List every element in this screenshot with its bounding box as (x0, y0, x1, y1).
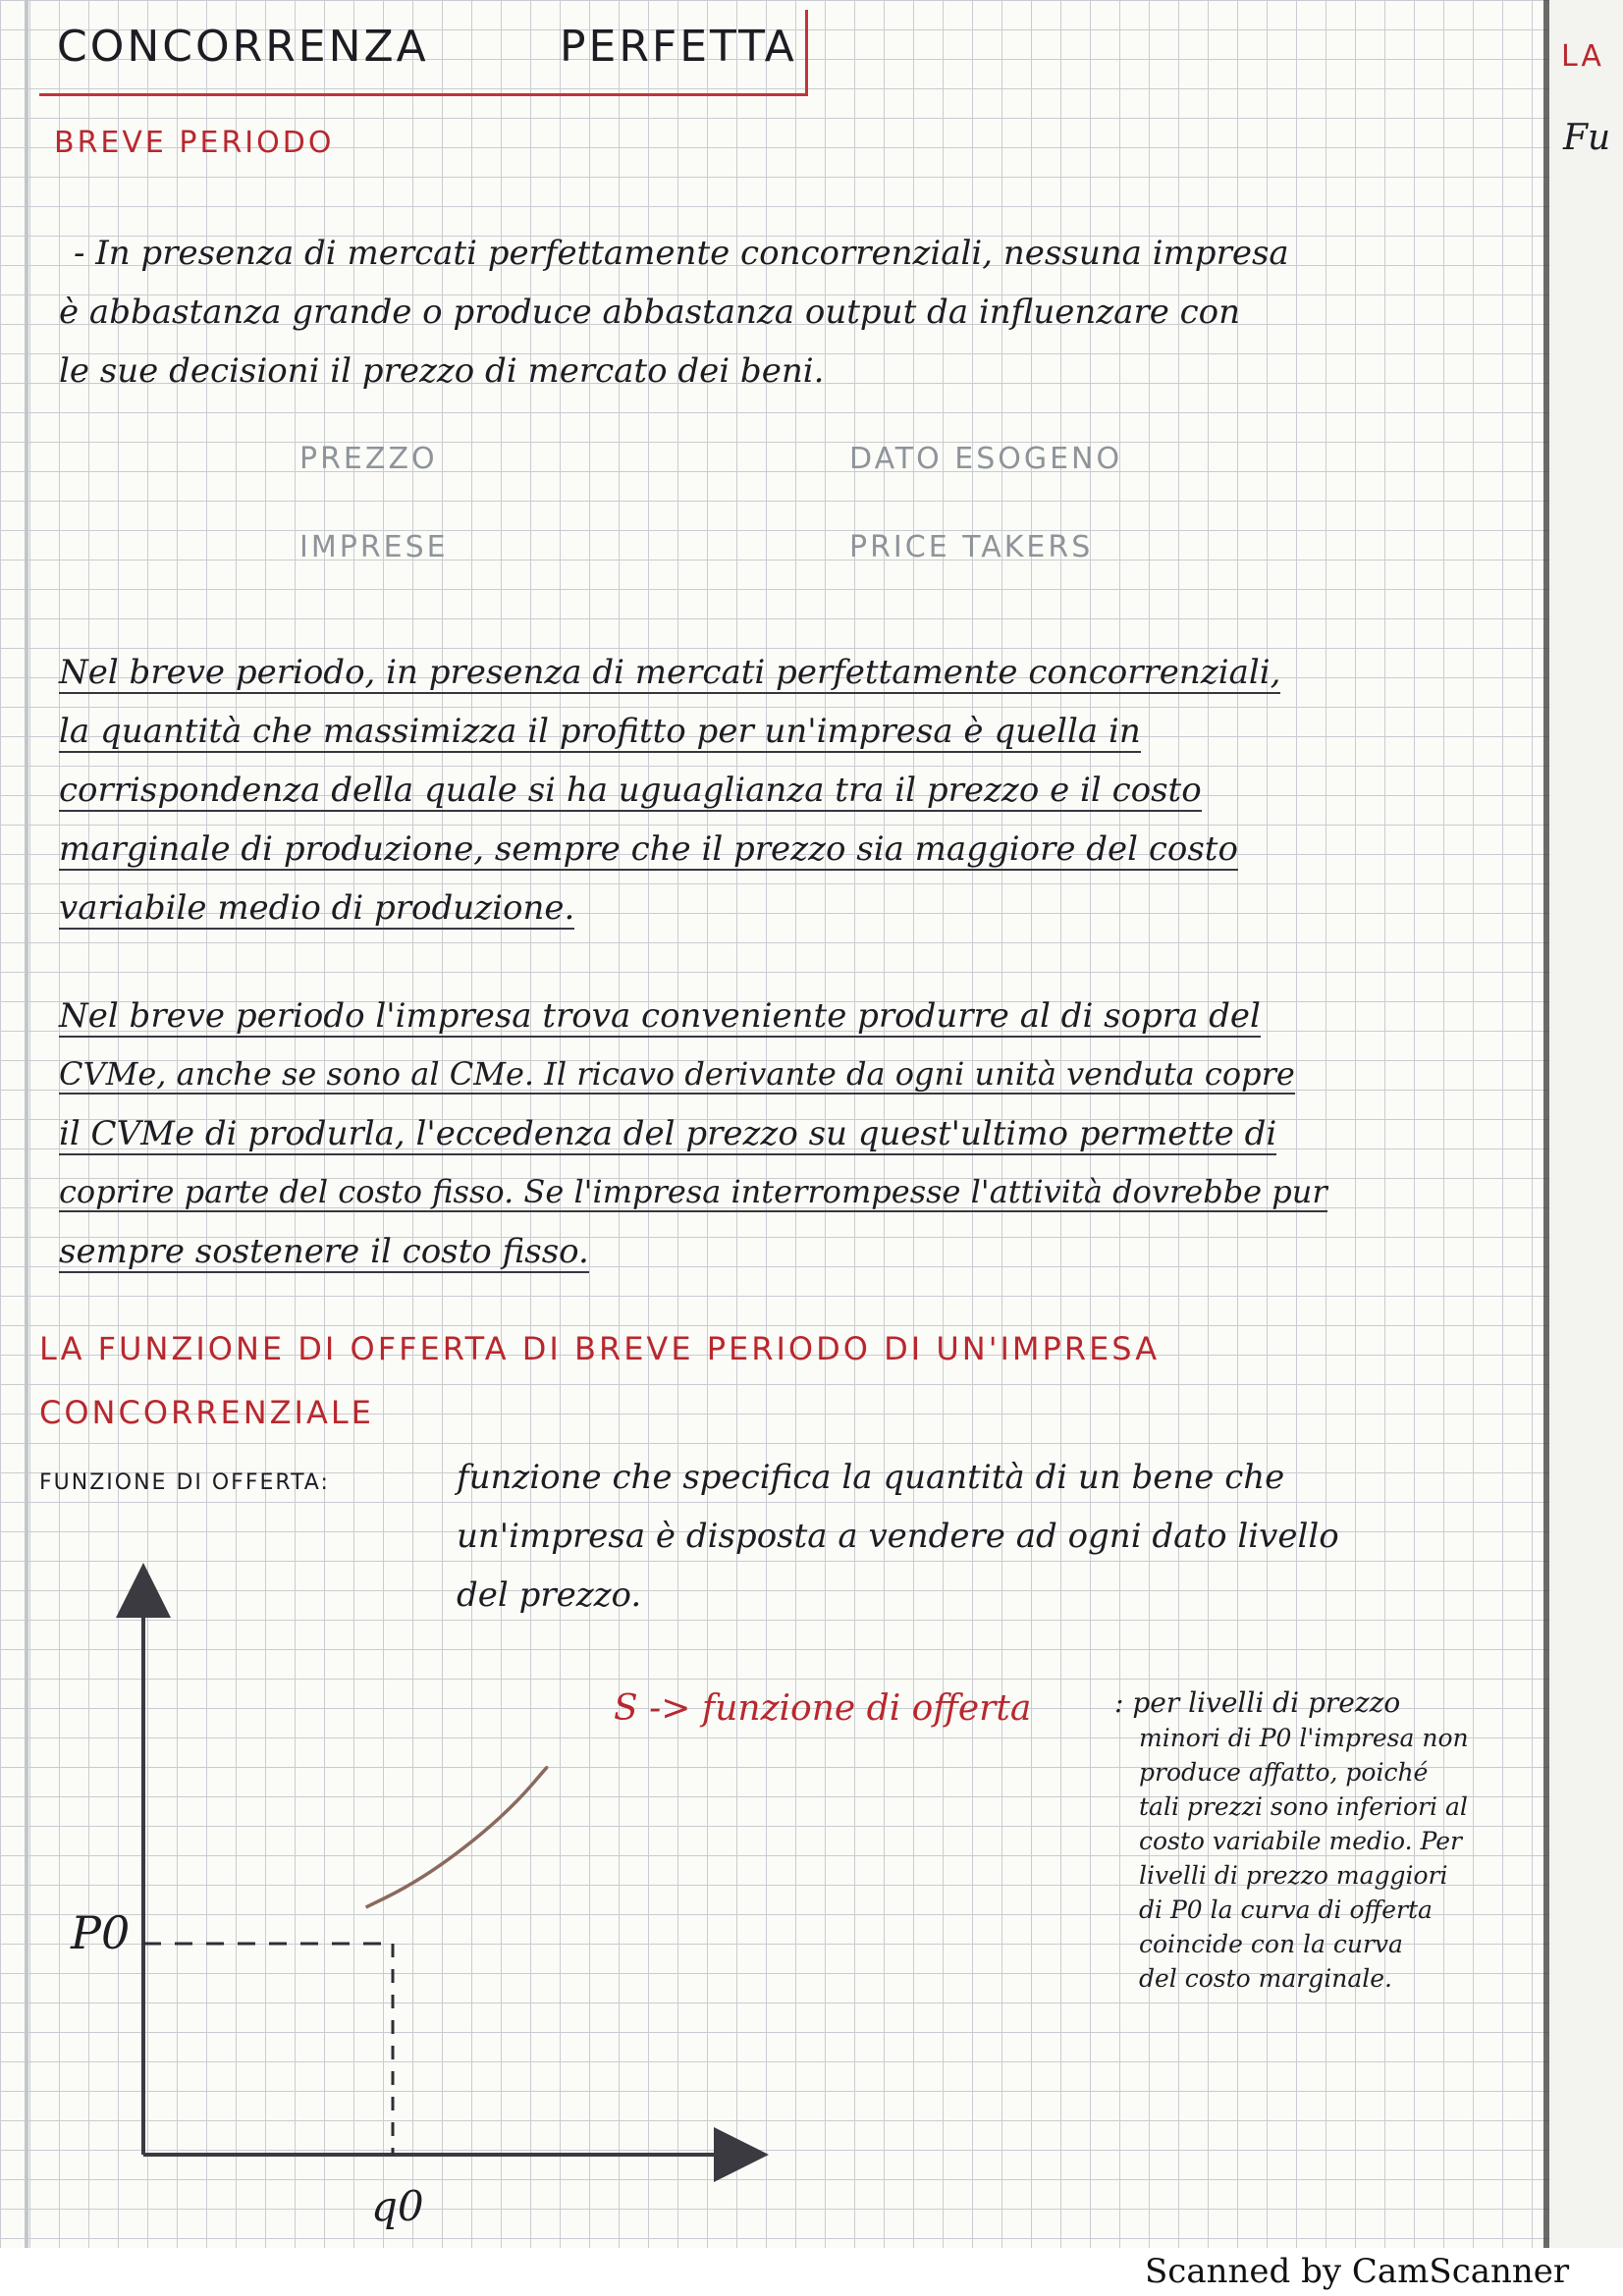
section-heading: BREVE PERIODO (54, 126, 335, 160)
scan-watermark: Scanned by CamScanner (1145, 2252, 1570, 2291)
adjacent-page-fragment: LA (1561, 39, 1604, 74)
definition-label: FUNZIONE DI OFFERTA: (39, 1470, 330, 1495)
supply-heading-line1: LA FUNZIONE DI OFFERTA DI BREVE PERIODO DI UN'IMPRESA (39, 1330, 1161, 1367)
paragraph2-line: il CVMe di produrla, l'eccedenza del prezzo su quest'ultimo permette di (59, 1114, 1277, 1153)
chart-note-line: del costo marginale. (1139, 1964, 1392, 1993)
chart-note-line: minori di P0 l'impresa non (1139, 1724, 1469, 1752)
definition-line: funzione che specifica la quantità di un bene che (457, 1458, 1285, 1497)
paragraph1-line: variabile medio di produzione. (59, 888, 575, 928)
scheme-value-exogenous: DATO ESOGENO (849, 442, 1123, 476)
scheme-label-price: PREZZO (299, 442, 438, 476)
chart-note-line: : per livelli di prezzo (1114, 1686, 1401, 1719)
paragraph2-line: sempre sostenere il costo fisso. (59, 1232, 589, 1271)
supply-heading-line2: CONCORRENZIALE (39, 1394, 374, 1431)
adjacent-page (1549, 0, 1623, 2296)
paragraph1-line: corrispondenza della quale si ha uguaglianza tra il prezzo e il costo (59, 771, 1202, 810)
paragraph1-line: Nel breve periodo, in presenza di mercati perfettamente concorrenziali, (59, 653, 1281, 692)
chart-note-line: produce affatto, poiché (1139, 1758, 1429, 1787)
definition-line: del prezzo. (457, 1575, 642, 1615)
paragraph2-line: Nel breve periodo l'impresa trova conveniente produrre al di sopra del (59, 996, 1261, 1036)
definition-line: un'impresa è disposta a vendere ad ogni dato livello (457, 1517, 1339, 1556)
page-title-right: PERFETTA (560, 22, 797, 72)
chart-note-line: di P0 la curva di offerta (1139, 1896, 1433, 1924)
chart-note-line: livelli di prezzo maggiori (1139, 1861, 1448, 1890)
chart-note-line: costo variabile medio. Per (1139, 1827, 1462, 1855)
intro-line: le sue decisioni il prezzo di mercato dei beni. (59, 351, 825, 391)
paragraph2-line: CVMe, anche se sono al CMe. Il ricavo derivante da ogni unità venduta copre (59, 1055, 1295, 1093)
intro-line: è abbastanza grande o produce abbastanza output da influenzare con (59, 293, 1241, 332)
q0-label: q0 (371, 2182, 424, 2230)
scheme-label-firms: IMPRESE (299, 530, 449, 564)
intro-line: - In presenza di mercati perfettamente concorrenziali, nessuna impresa (74, 234, 1289, 273)
chart-note-line: tali prezzi sono inferiori al (1139, 1792, 1468, 1821)
paragraph1-line: marginale di produzione, sempre che il prezzo sia maggiore del costo (59, 829, 1238, 869)
p0-label: P0 (71, 1906, 131, 1959)
page-title-left: CONCORRENZA (57, 22, 429, 72)
scheme-value-price-takers: PRICE TAKERS (849, 530, 1094, 564)
adjacent-page-fragment: Fu (1563, 118, 1611, 158)
paragraph1-line: la quantità che massimizza il profitto per un'impresa è quella in (59, 712, 1141, 751)
chart-note-line: coincide con la curva (1139, 1930, 1403, 1958)
paragraph2-line: coprire parte del costo fisso. Se l'impresa interrompesse l'attività dovrebbe pur (59, 1173, 1327, 1210)
supply-curve-label: S -> funzione di offerta (614, 1688, 1032, 1729)
supply-curve (366, 1768, 547, 1907)
